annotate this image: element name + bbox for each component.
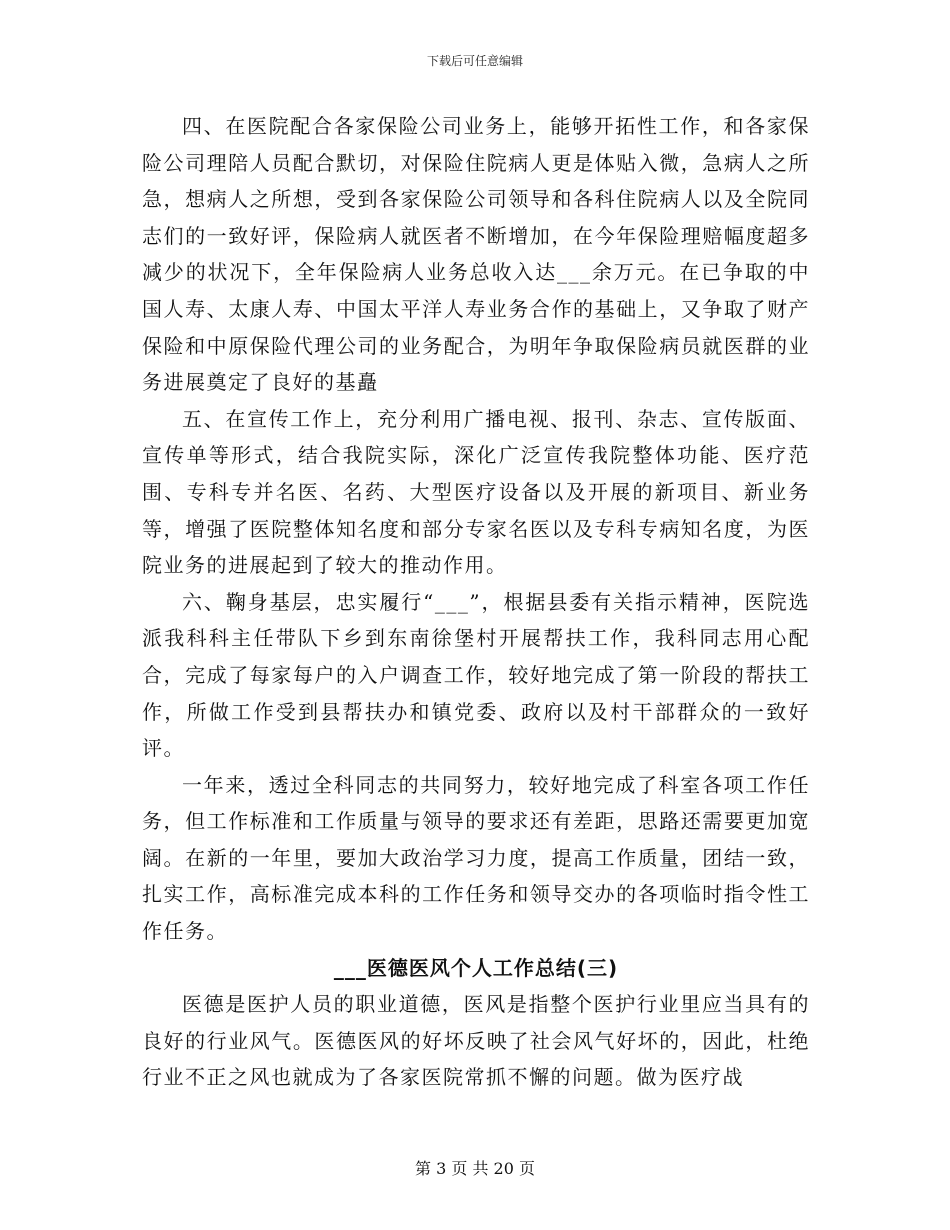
paragraph-year-summary: 一年来，透过全科同志的共同努力，较好地完成了科室各项工作任务，但工作标准和工作质量与领导的要求还有差距，思路还需要更加宽阔。在新的一年里，要加大政治学习力度，提高工作质量，团结一致，扎实工作，高标准完成本科的工作任务和领导交办的各项临时指令性工作任务。 bbox=[142, 772, 810, 944]
page-footer: 第 3 页 共 20 页 bbox=[415, 1159, 535, 1178]
paragraph-medical-ethics: 医德是医护人员的职业道德，医风是指整个医护行业里应当具有的良好的行业风气。医德医风的好坏反映了社会风气好坏的，因此，杜绝行业不正之风也就成为了各家医院常抓不懈的问题。做为医疗战 bbox=[142, 992, 810, 1090]
document-body bbox=[142, 108, 810, 1096]
paragraph-grassroots: 六、鞠身基层，忠实履行“___”，根据县委有关指示精神，医院选派我科科主任带队下乡到东南徐堡村开展帮扶工作，我科同志用心配合，完成了每家每户的入户调查工作，较好地完成了第一阶段的帮扶工作，所做工作受到县帮扶办和镇党委、政府以及村干部群众的一致好评。 bbox=[142, 589, 810, 761]
paragraph-publicity: 五、在宣传工作上，充分利用广播电视、报刊、杂志、宣传版面、宣传单等形式，结合我院实际，深化广泛宣传我院整体功能、医疗范围、专科专并名医、名药、大型医疗设备以及开展的新项目、新业务等，增强了医院整体知名度和部分专家名医以及专科专病知名度，为医院业务的进展起到了较大的推动作用。 bbox=[142, 406, 810, 578]
page-header: 下载后可任意编辑 bbox=[426, 54, 523, 68]
section-title: ___医德医风个人工作总结(三) bbox=[333, 955, 619, 980]
paragraph-insurance: 四、在医院配合各家保险公司业务上，能够开拓性工作，和各家保险公司理陪人员配合默切，对保险住院病人更是体贴入微，急病人之所急，想病人之所想，受到各家保险公司领导和各科住院病人以及全院同志们的一致好评，保险病人就医者不断增加，在今年保险理赔幅度超多减少的状况下，全年保险病人业务总收入达___余万元。在已争取的中国人寿、太康人寿、中国太平洋人寿业务合作的基础上，又争取了财产保险和中原保险代理公司的业务配合，为明年争取保险病员就医群的业务进展奠定了良好的基矗 bbox=[142, 114, 810, 395]
